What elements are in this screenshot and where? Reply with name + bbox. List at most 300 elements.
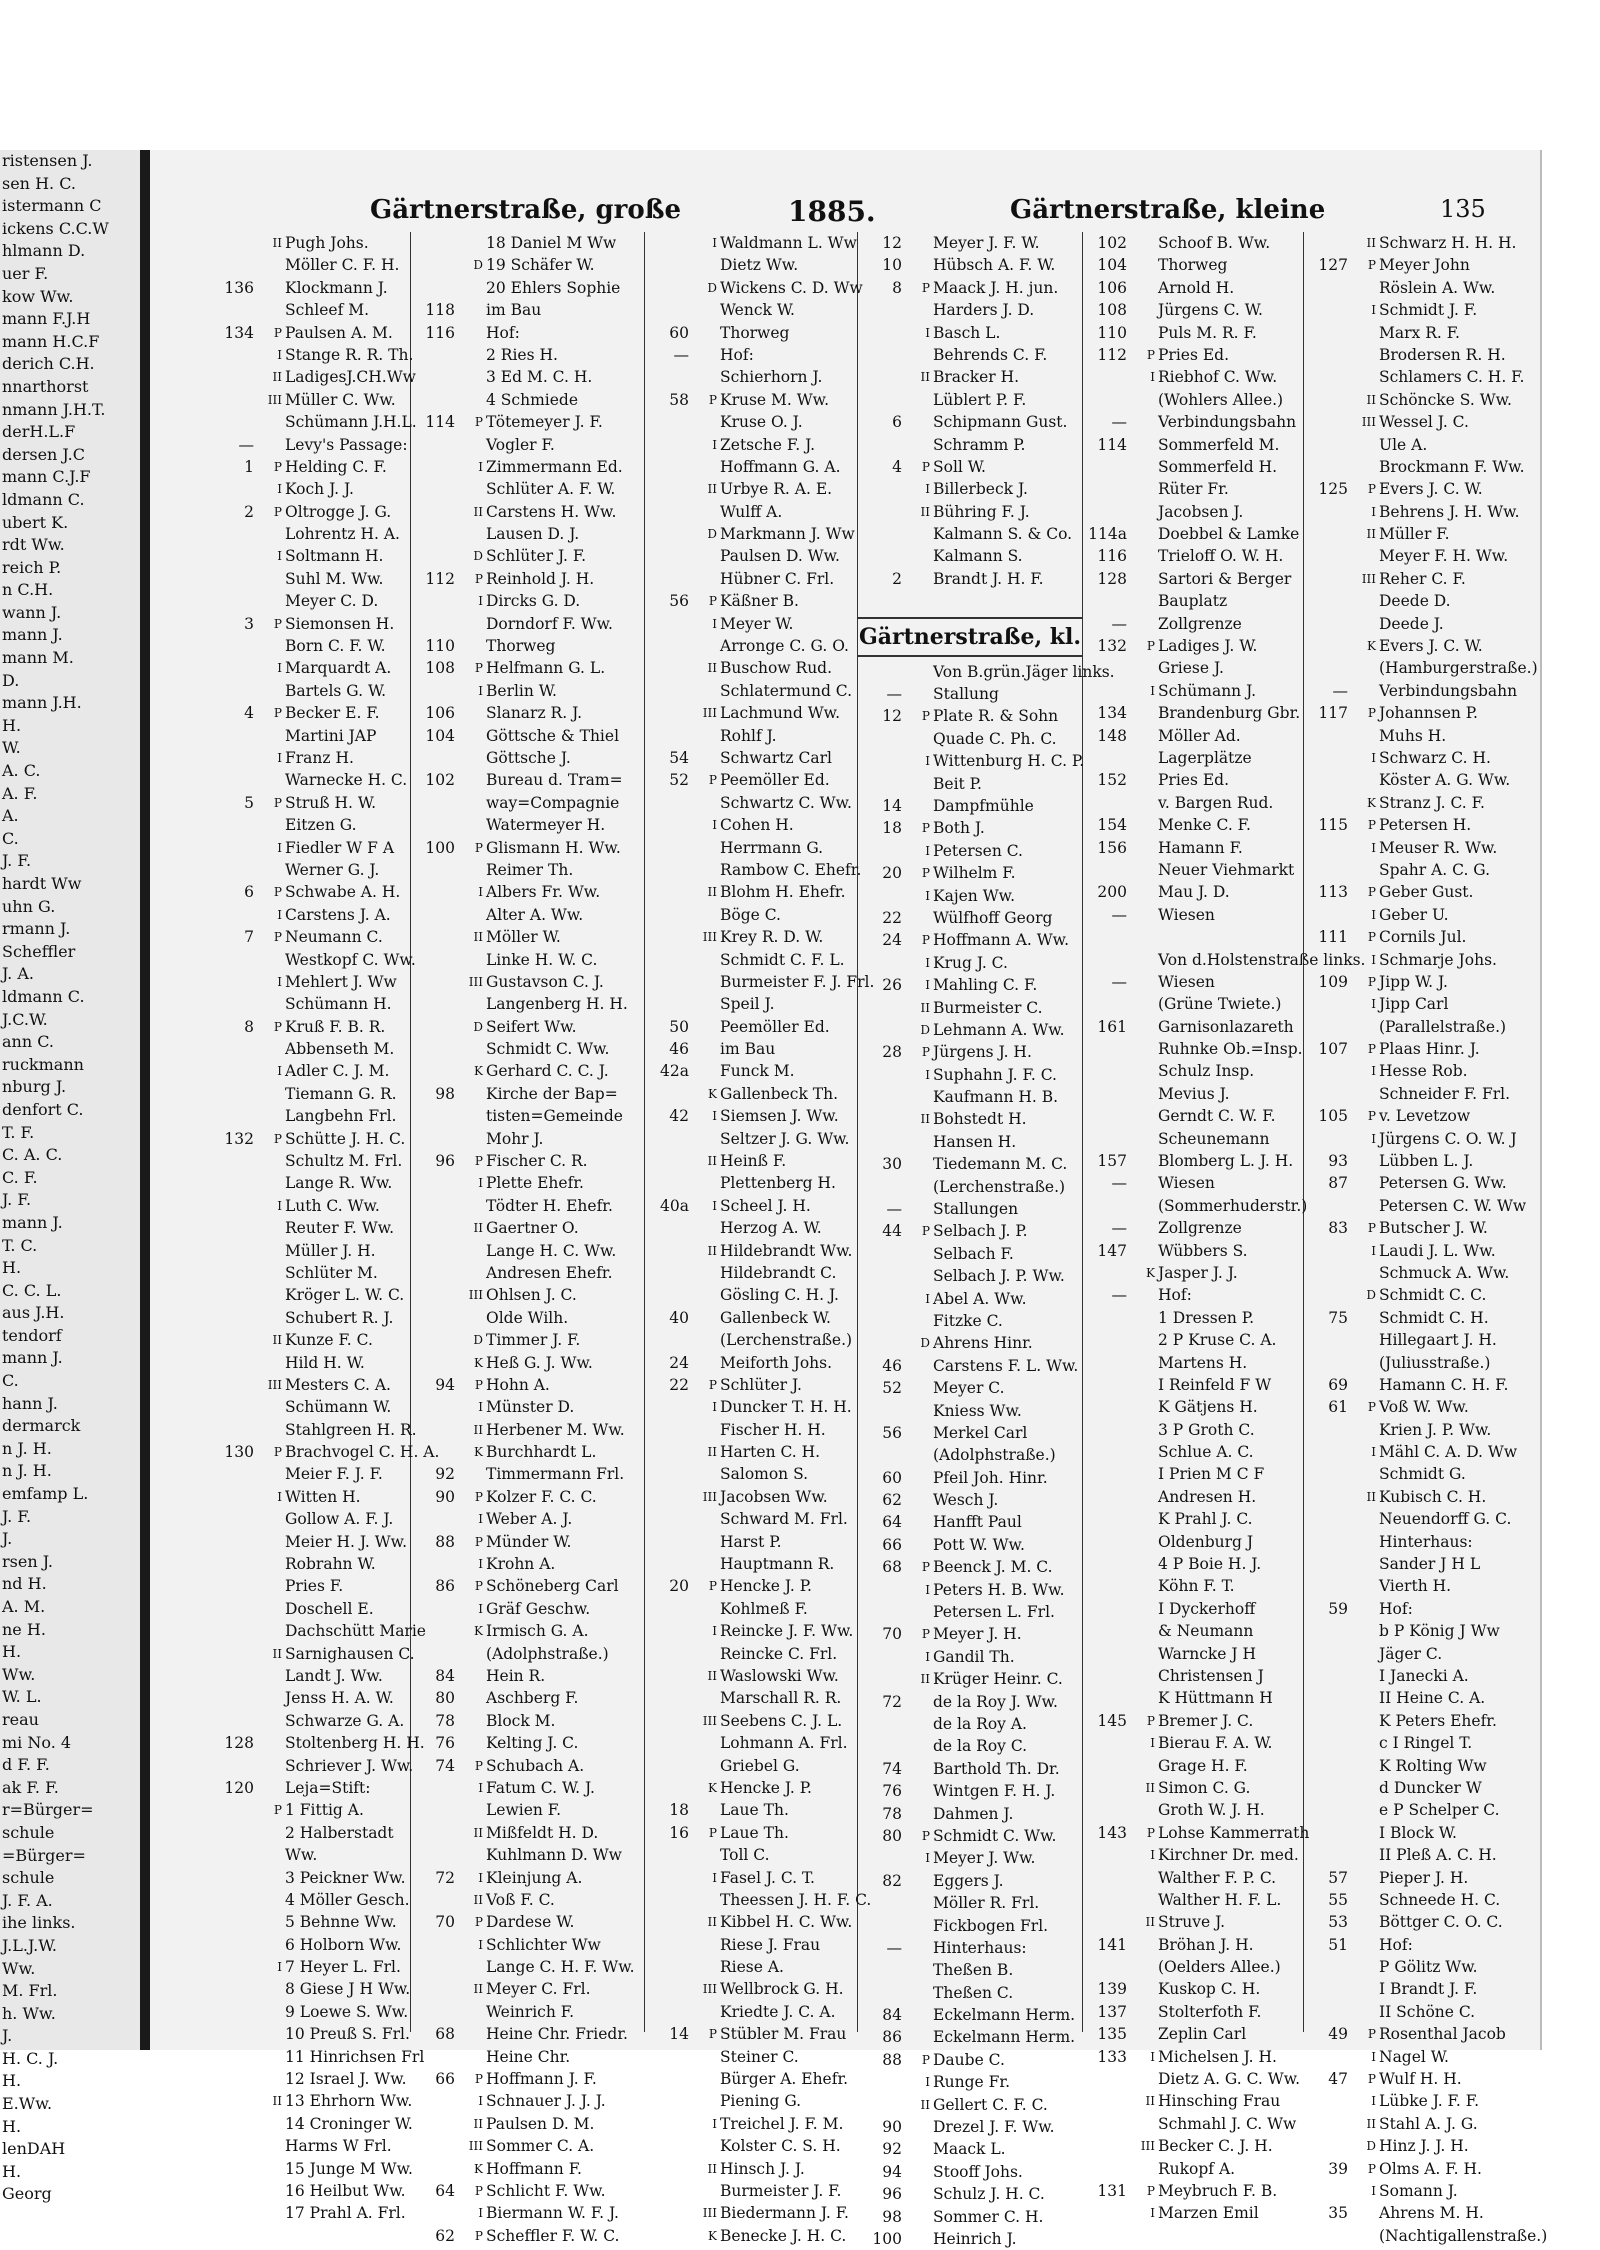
resident-name: Schöneberg Carl <box>486 1577 619 1596</box>
floor-marker <box>906 661 933 683</box>
floor-marker <box>906 1086 933 1108</box>
house-number <box>1304 322 1352 344</box>
directory-entry <box>645 1016 857 1038</box>
house-number: 127 <box>1318 256 1348 275</box>
floor-marker: II <box>707 661 717 676</box>
directory-entry <box>1083 1956 1303 1978</box>
floor-marker <box>1352 434 1379 456</box>
house-number <box>1304 1710 1352 1732</box>
resident-name: Herbener M. Ww. <box>486 1420 625 1439</box>
resident-name: Arronge C. G. O. <box>720 637 849 656</box>
floor-marker <box>1131 881 1158 903</box>
directory-entry <box>858 952 1082 974</box>
house-number: 52 <box>669 771 689 790</box>
resident-name: Pries Ed. <box>1158 771 1230 790</box>
floor-marker: II <box>272 1646 282 1661</box>
floor-marker <box>459 1240 486 1262</box>
house-number <box>645 568 693 590</box>
house-number <box>1083 1060 1131 1082</box>
house-number: 96 <box>435 1152 455 1171</box>
floor-marker: I <box>478 683 483 698</box>
floor-marker <box>1352 1329 1379 1351</box>
resident-name: Meybruch F. B. <box>1158 2181 1278 2200</box>
floor-marker <box>906 568 933 590</box>
fragment-line: mann F.J.H <box>2 309 91 329</box>
directory-entry <box>1083 254 1303 276</box>
resident-name: Jäger C. <box>1379 1644 1443 1663</box>
directory-entry <box>645 702 857 724</box>
resident-name: Pieper J. H. <box>1379 1868 1469 1887</box>
house-number <box>210 590 258 612</box>
floor-marker <box>1352 1867 1379 1889</box>
house-number: 137 <box>1097 2002 1127 2021</box>
directory-entry <box>411 1240 644 1262</box>
directory-entry <box>210 478 410 500</box>
fragment-line: ldmann C. <box>2 986 85 1006</box>
resident-name: Jürgens C. W. <box>1158 301 1263 320</box>
resident-name: Schlüter J. F. <box>486 547 587 566</box>
house-number: 16 <box>669 1823 689 1842</box>
resident-name: Doebbel & Lamke <box>1158 525 1300 544</box>
resident-name: Fasel J. C. T. <box>720 1868 815 1887</box>
resident-name: Garnisonlazareth <box>1158 1017 1294 1036</box>
floor-marker: P <box>474 1534 483 1549</box>
house-number <box>210 545 258 567</box>
house-number <box>411 1643 459 1665</box>
floor-marker <box>906 1534 933 1556</box>
resident-name: (Nachtigallenstraße.) <box>1379 2226 1548 2245</box>
house-number <box>1083 1083 1131 1105</box>
fragment-line: reich P. <box>2 557 62 577</box>
fragment-line: mann J.H. <box>2 693 82 713</box>
floor-marker <box>1131 1217 1158 1239</box>
directory-entry <box>1304 1575 1528 1597</box>
house-number: 74 <box>882 1759 902 1778</box>
house-number <box>645 523 693 545</box>
house-number <box>411 366 459 388</box>
floor-marker: P <box>708 1579 717 1594</box>
house-number <box>210 1978 258 2000</box>
resident-name: Adler C. J. M. <box>285 1062 390 1081</box>
directory-entry <box>858 885 1082 907</box>
resident-name: Meyer J. F. W. <box>933 234 1040 252</box>
floor-marker <box>258 2135 285 2157</box>
floor-marker: I <box>712 2116 717 2131</box>
floor-marker <box>258 1777 285 1799</box>
directory-entry <box>411 1956 644 1978</box>
resident-name: Wilhelm F. <box>933 864 1016 883</box>
fragment-line: T. F. <box>2 1122 35 1142</box>
resident-name: Kaufmann H. B. <box>933 1088 1059 1107</box>
resident-name: 2 Ries H. <box>486 345 558 364</box>
resident-name: Jipp W. J. <box>1379 972 1448 991</box>
house-number <box>210 1553 258 1575</box>
resident-name: Jürgens C. O. W. J <box>1379 1129 1517 1148</box>
floor-marker <box>1131 1620 1158 1642</box>
resident-name: Oltrogge J. G. <box>285 502 392 521</box>
house-number: 18 <box>669 1801 689 1820</box>
house-number <box>411 993 459 1015</box>
directory-entry <box>1083 1687 1303 1709</box>
house-number <box>858 523 906 545</box>
resident-name: Toll C. <box>720 1846 770 1865</box>
house-number <box>1304 747 1352 769</box>
resident-name: Jacobsen Ww. <box>720 1487 828 1506</box>
resident-name: Kirche der Bap= <box>486 1084 618 1103</box>
resident-name: Müller F. <box>1379 525 1450 544</box>
resident-name: Peemöller Ed. <box>720 1017 830 1036</box>
floor-marker <box>906 254 933 276</box>
house-number: 18 <box>882 819 902 838</box>
resident-name: Peemöller Ed. <box>720 771 830 790</box>
house-number <box>210 1889 258 1911</box>
floor-marker <box>459 299 486 321</box>
fragment-line: =Bürger= <box>2 1845 86 1865</box>
directory-entry <box>1304 971 1528 993</box>
directory-entry <box>645 1128 857 1150</box>
resident-name: Speil J. <box>720 995 775 1014</box>
house-number <box>858 1332 906 1354</box>
directory-entry <box>411 2135 644 2157</box>
directory-entry <box>1083 971 1303 993</box>
floor-marker <box>1131 1598 1158 1620</box>
floor-marker: III <box>267 392 282 407</box>
directory-entry <box>411 1105 644 1127</box>
floor-marker: II <box>1145 1780 1155 1795</box>
resident-name: Wiesen <box>1158 905 1215 924</box>
directory-entry <box>858 1825 1082 1847</box>
house-number <box>858 1064 906 1086</box>
directory-entry <box>858 299 1082 321</box>
resident-name: Hoffmann F. <box>486 2159 582 2178</box>
resident-name: Andresen H. <box>1158 1487 1257 1506</box>
resident-name: Bühring F. J. <box>933 502 1030 521</box>
resident-name: 4 Möller Gesch. <box>285 1890 410 1909</box>
house-number <box>1304 389 1352 411</box>
directory-entry <box>645 814 857 836</box>
directory-entry <box>411 792 644 814</box>
directory-entry <box>411 2113 644 2135</box>
house-number <box>210 568 258 590</box>
floor-marker: K <box>1146 1265 1155 1280</box>
floor-marker <box>1131 657 1158 679</box>
fragment-line: J.C.W. <box>2 1009 48 1029</box>
floor-marker: I <box>478 1937 483 1952</box>
directory-entry <box>1083 1643 1303 1665</box>
directory-entry <box>1083 2068 1303 2090</box>
floor-marker <box>1352 1598 1379 1620</box>
floor-marker <box>693 680 720 702</box>
directory-entry <box>1083 2180 1303 2202</box>
directory-entry <box>1304 1038 1528 1060</box>
house-number <box>411 814 459 836</box>
directory-entry <box>1083 2001 1303 2023</box>
resident-name: 15 Junge M Ww. <box>285 2159 413 2178</box>
resident-name: Müller J. H. <box>285 1241 376 1260</box>
directory-entry <box>210 1620 426 1642</box>
floor-marker: III <box>702 2206 717 2221</box>
floor-marker <box>459 1956 486 1978</box>
fragment-line: d F. F. <box>2 1755 50 1775</box>
resident-name: Scheunemann <box>1158 1129 1270 1148</box>
directory-entry <box>411 299 644 321</box>
directory-entry <box>1083 747 1303 769</box>
house-number <box>645 904 693 926</box>
house-number <box>858 1713 906 1735</box>
directory-entry <box>858 1444 1082 1466</box>
house-number <box>645 1463 693 1485</box>
resident-name: (Juliusstraße.) <box>1379 1353 1491 1372</box>
resident-name: Stange R. R. Th. <box>285 345 414 364</box>
resident-name: way=Compagnie <box>486 793 620 812</box>
house-number <box>210 1240 258 1262</box>
house-number <box>645 1911 693 1933</box>
page-number: 135 <box>1440 195 1486 223</box>
directory-entry <box>645 2180 857 2202</box>
directory-entry <box>411 1486 644 1508</box>
house-number: 98 <box>882 2207 902 2226</box>
floor-marker <box>459 1463 486 1485</box>
resident-name: (Wohlers Allee.) <box>1158 390 1284 409</box>
resident-name: Reincke J. F. Ww. <box>720 1622 854 1641</box>
fragment-line: rmann J. <box>2 919 71 939</box>
floor-marker <box>1352 322 1379 344</box>
house-number: — <box>1111 1219 1127 1238</box>
house-number: 62 <box>882 1491 902 1510</box>
directory-entry <box>858 1176 1082 1198</box>
resident-name: Laudi J. L. Ww. <box>1379 1241 1496 1260</box>
directory-entry <box>645 859 862 881</box>
resident-name: Griese J. <box>1158 659 1224 678</box>
resident-name: Petersen L. Frl. <box>933 1603 1055 1622</box>
directory-entry <box>645 1240 857 1262</box>
resident-name <box>933 590 1082 612</box>
floor-marker <box>258 1083 285 1105</box>
house-number <box>411 1016 459 1038</box>
directory-entry <box>210 613 410 635</box>
floor-marker: II <box>707 1669 717 1683</box>
house-number <box>411 2135 459 2157</box>
directory-entry <box>1083 299 1303 321</box>
directory-entry <box>210 881 410 903</box>
house-number: — <box>1111 614 1127 633</box>
house-number <box>645 2180 693 2202</box>
resident-name: Gaertner O. <box>486 1219 579 1238</box>
house-number <box>645 1665 693 1687</box>
resident-name: Harten C. H. <box>720 1443 821 1462</box>
house-number: 154 <box>1097 816 1127 835</box>
directory-entry <box>1083 1396 1303 1418</box>
resident-name: Selbach J. P. <box>933 1222 1028 1241</box>
resident-name: Kolzer F. C. C. <box>486 1487 597 1506</box>
floor-marker <box>906 1511 933 1533</box>
floor-marker <box>693 1687 720 1709</box>
directory-entry <box>210 1687 410 1709</box>
resident-name: Mißfeldt H. D. <box>486 1823 599 1842</box>
house-number <box>858 952 906 974</box>
house-number <box>645 635 693 657</box>
directory-entry <box>1304 680 1528 702</box>
resident-name: Hildebrandt C. <box>720 1263 837 1282</box>
house-number <box>210 1307 258 1329</box>
resident-name: Biermann W. F. J. <box>486 2204 619 2223</box>
floor-marker <box>1131 2068 1158 2090</box>
floor-marker: P <box>708 2027 717 2042</box>
floor-marker <box>459 725 486 747</box>
floor-marker: P <box>474 1915 483 1930</box>
house-number: 143 <box>1097 1823 1127 1842</box>
directory-entry <box>858 2161 1082 2183</box>
resident-name: Hoffmann G. A. <box>720 457 841 476</box>
house-number: — <box>1111 905 1127 924</box>
resident-name: Behrends C. F. <box>933 345 1048 364</box>
floor-marker <box>258 680 285 702</box>
house-number: 104 <box>425 726 455 745</box>
directory-entry <box>645 926 857 948</box>
floor-marker <box>906 590 933 612</box>
house-number: 76 <box>435 1734 455 1753</box>
resident-name: Neuer Viehmarkt <box>1158 860 1295 879</box>
directory-entry <box>858 1668 1082 1690</box>
floor-marker <box>459 523 486 545</box>
directory-entry <box>645 1934 857 1956</box>
directory-entry <box>210 1867 410 1889</box>
directory-entry <box>645 1374 857 1396</box>
directory-entry <box>1304 1217 1528 1239</box>
directory-entry <box>1083 2090 1303 2112</box>
resident-name: 3 Peickner Ww. <box>285 1868 406 1887</box>
house-number: 94 <box>882 2162 902 2181</box>
house-number <box>1304 501 1352 523</box>
directory-entry <box>1304 2180 1528 2202</box>
house-number: 3 <box>244 614 254 633</box>
resident-name: Gösling C. H. J. <box>720 1286 839 1305</box>
house-number: 51 <box>1328 1935 1348 1954</box>
directory-entry <box>411 1172 644 1194</box>
resident-name: Lohrentz H. A. <box>285 525 400 544</box>
house-number: 134 <box>1097 704 1127 723</box>
resident-name: Hinterhaus: <box>1379 1532 1473 1551</box>
floor-marker <box>906 907 933 929</box>
directory-entry <box>645 2023 857 2045</box>
house-number: 98 <box>435 1084 455 1103</box>
floor-marker <box>693 1038 720 1060</box>
fragment-line: J. F. <box>2 851 32 871</box>
floor-marker: I <box>478 1557 483 1572</box>
floor-marker <box>459 1105 486 1127</box>
directory-entry <box>645 680 857 702</box>
fragment-line: uhn G. <box>2 896 56 916</box>
directory-entry <box>210 1732 425 1754</box>
page-header <box>370 195 1540 229</box>
directory-entry <box>411 523 644 545</box>
floor-marker: I <box>478 1780 483 1795</box>
directory-entry <box>858 1108 1082 1130</box>
house-number <box>1304 613 1352 635</box>
resident-name: Vogler F. <box>486 435 555 454</box>
house-number <box>645 1217 693 1239</box>
floor-marker <box>693 1956 720 1978</box>
floor-marker: I <box>1150 1736 1155 1751</box>
house-number <box>210 1822 258 1844</box>
house-number <box>210 1195 258 1217</box>
floor-marker: II <box>272 236 282 250</box>
directory-entry <box>210 837 410 859</box>
floor-marker: P <box>921 1045 930 1060</box>
directory-entry <box>411 926 644 948</box>
floor-marker <box>258 1150 285 1172</box>
fragment-line: C. C. L. <box>2 1280 62 1300</box>
resident-name: 10 Preuß S. Frl. <box>285 2025 410 2044</box>
directory-entry <box>858 232 1082 254</box>
resident-name: Kuskop C. H. <box>1158 1980 1261 1999</box>
resident-name: Funck M. <box>720 1062 795 1081</box>
resident-name: Marzen Emil <box>1158 2204 1259 2223</box>
floor-marker <box>1352 859 1379 881</box>
house-number <box>858 1601 906 1623</box>
fragment-line: A. F. <box>2 783 38 803</box>
floor-marker <box>1131 747 1158 769</box>
directory-entry <box>858 929 1082 951</box>
floor-marker <box>1352 1732 1379 1754</box>
resident-name: Meier F. J. F. <box>285 1465 383 1484</box>
house-number: 75 <box>1328 1308 1348 1327</box>
directory-entry <box>1304 1978 1528 2000</box>
floor-marker: P <box>921 709 930 724</box>
resident-name: Münster D. <box>486 1398 575 1417</box>
house-number <box>210 814 258 836</box>
directory-entry <box>858 1019 1082 1041</box>
resident-name: Schwarze G. A. <box>285 1711 405 1730</box>
directory-entry <box>858 817 1082 839</box>
resident-name: Tiedemann M. C. <box>933 1155 1068 1174</box>
resident-name: Schmuck A. Ww. <box>1379 1263 1510 1282</box>
resident-name: Langenberg H. H. <box>486 995 628 1014</box>
floor-marker <box>693 1262 720 1284</box>
house-number <box>1304 2113 1352 2135</box>
house-number: 24 <box>669 1353 689 1372</box>
floor-marker <box>1131 926 1158 948</box>
directory-entry <box>645 322 857 344</box>
floor-marker <box>1131 1083 1158 1105</box>
directory-entry <box>210 1486 410 1508</box>
floor-marker <box>258 814 285 836</box>
floor-marker <box>459 2001 486 2023</box>
resident-name: Hof: <box>1379 1935 1413 1954</box>
floor-marker <box>1131 2023 1158 2045</box>
floor-marker: D <box>707 527 717 542</box>
house-number <box>411 1889 459 1911</box>
floor-marker <box>258 1172 285 1194</box>
floor-marker <box>1131 1508 1158 1530</box>
house-number: 74 <box>435 1756 455 1775</box>
house-number: 80 <box>882 1826 902 1845</box>
directory-entry <box>210 680 410 702</box>
house-number <box>858 1086 906 1108</box>
house-number <box>1304 904 1352 926</box>
house-number <box>645 1956 693 1978</box>
resident-name: Schmidt C. H. <box>1379 1308 1489 1327</box>
resident-name: 3 Ed M. C. H. <box>486 368 593 387</box>
house-number: 86 <box>435 1577 455 1596</box>
house-number: — <box>1332 681 1348 700</box>
directory-entry <box>210 1150 410 1172</box>
resident-name: Plettenberg H. <box>720 1174 836 1193</box>
floor-marker: P <box>708 1377 717 1392</box>
floor-marker <box>693 2180 720 2202</box>
resident-name: Carstens H. Ww. <box>486 502 617 521</box>
floor-marker <box>1131 277 1158 299</box>
